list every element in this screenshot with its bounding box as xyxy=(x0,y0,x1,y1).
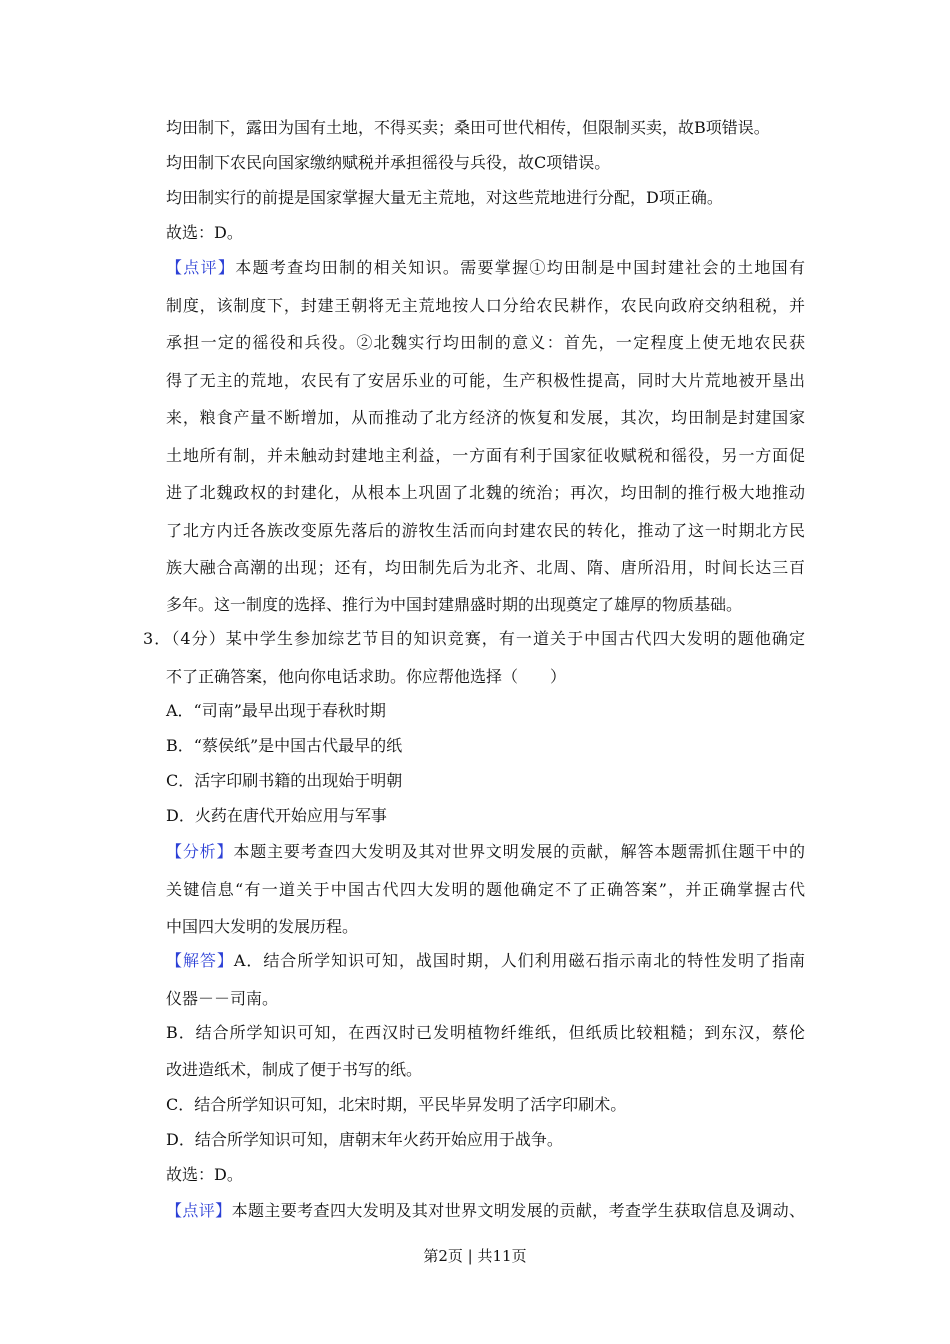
comment-line: 土地所有制，并未触动封建地主利益，一方面有利于国家征收赋税和徭役，另一方面促 xyxy=(166,446,805,465)
question-stem: 3．（4分）某中学生参加综艺节目的知识竞赛，有一道关于中国古代四大发明的题他确定 xyxy=(143,629,805,648)
page-footer: 第2页 | 共11页 xyxy=(423,1247,527,1265)
comment-line: 制度，该制度下，封建王朝将无主荒地按人口分给农民耕作，农民向政府交纳租税，并 xyxy=(166,296,805,315)
comment-paragraph xyxy=(166,1201,805,1221)
analysis-line: 中国四大发明的发展历程。 xyxy=(166,917,359,936)
comment-line: 来，粮食产量不断增加，从而推动了北方经济的恢复和发展，其次，均田制是封建国家 xyxy=(166,408,805,427)
comment-line: 得了无主的荒地，农民有了安居乐业的可能，生产积极性提高，同时大片荒地被开垦出 xyxy=(166,371,805,390)
comment-line: 进了北魏政权的封建化，从根本上巩固了北魏的统治；再次，均田制的推行极大地推动 xyxy=(166,483,805,502)
comment-line: 本题主要考查四大发明及其对世界文明发展的贡献，考查学生获取信息及调动、 xyxy=(231,1201,805,1220)
option-a: A．“司南”最早出现于春秋时期 xyxy=(166,701,386,720)
option-d: D．火药在唐代开始应用与军事 xyxy=(166,806,387,825)
solution-tag: 【解答】 xyxy=(166,951,234,970)
solution-option-c-line: 均田制下农民向国家缴纳赋税并承担徭役与兵役，故C项错误。 xyxy=(166,153,611,172)
comment-tag: 【点评】 xyxy=(166,1201,232,1220)
comment-line: 承担一定的徭役和兵役。②北魏实行均田制的意义：首先，一定程度上使无地农民获 xyxy=(166,333,805,352)
comment-line: 了北方内迁各族改变原先落后的游牧生活而向封建农民的转化，推动了这一时期北方民 xyxy=(166,521,805,540)
analysis-tag: 【分析】 xyxy=(166,842,234,861)
analysis-paragraph xyxy=(166,842,805,862)
option-b: B．“蔡侯纸”是中国古代最早的纸 xyxy=(166,736,403,755)
answer-line: 故选：D。 xyxy=(166,223,243,242)
comment-line: 本题考查均田制的相关知识。需要掌握①均田制是中国封建社会的土地国有 xyxy=(235,258,805,277)
solution-line: A．结合所学知识可知，战国时期，人们利用磁石指示南北的特性发明了指南 xyxy=(233,951,805,970)
solution-line: D．结合所学知识可知，唐朝末年火药开始应用于战争。 xyxy=(166,1130,563,1149)
solution-line: 改进造纸术，制成了便于书写的纸。 xyxy=(166,1060,423,1079)
option-c: C．活字印刷书籍的出现始于明朝 xyxy=(166,771,403,790)
solution-line: 仪器－－司南。 xyxy=(166,989,279,1008)
analysis-line: 关键信息“有一道关于中国古代四大发明的题他确定不了正确答案”，并正确掌握古代 xyxy=(166,880,805,899)
solution-option-d-line: 均田制实行的前提是国家掌握大量无主荒地，对这些荒地进行分配，D项正确。 xyxy=(166,188,723,207)
solution-line: B．结合所学知识可知，在西汉时已发明植物纤维纸，但纸质比较粗糙；到东汉，蔡伦 xyxy=(166,1023,805,1042)
comment-line: 多年。这一制度的选择、推行为中国封建鼎盛时期的出现奠定了雄厚的物质基础。 xyxy=(166,595,743,614)
comment-line: 族大融合高潮的出现；还有，均田制先后为北齐、北周、隋、唐所沿用，时间长达三百 xyxy=(166,558,805,577)
solution-paragraph xyxy=(166,951,805,971)
comment-paragraph xyxy=(166,258,805,278)
solution-line: C．结合所学知识可知，北宋时期，平民毕昇发明了活字印刷术。 xyxy=(166,1095,627,1114)
question-stem: 不了正确答案，他向你电话求助。你应帮他选择（ ） xyxy=(166,667,567,686)
comment-tag: 【点评】 xyxy=(166,258,236,277)
answer-line: 故选：D。 xyxy=(166,1165,243,1184)
solution-option-b-line: 均田制下，露田为国有土地，不得买卖；桑田可世代相传，但限制买卖，故B项错误。 xyxy=(166,118,770,137)
analysis-line: 本题主要考查四大发明及其对世界文明发展的贡献，解答本题需抓住题干中的 xyxy=(233,842,805,861)
